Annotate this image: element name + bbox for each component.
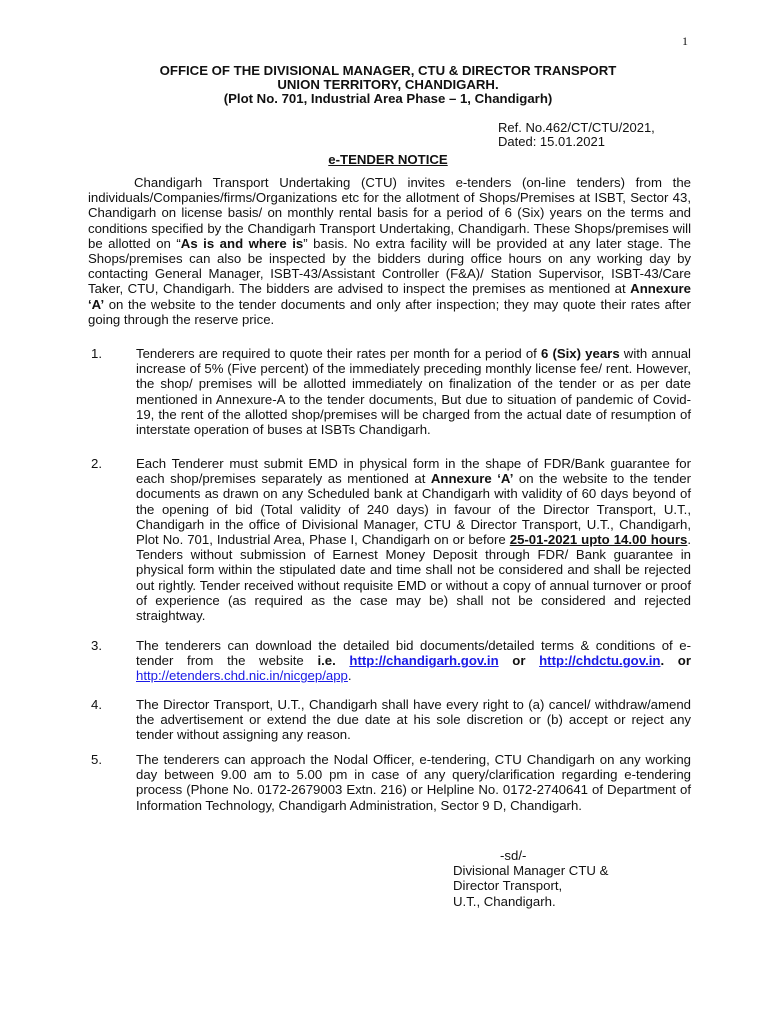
- clause-number: 2.: [91, 456, 102, 471]
- signature-sd: -sd/-: [500, 848, 527, 863]
- clause-text-part: with annual increase of 5% (Five percent) of the immediately preceding monthly license fee/ rent. However, the shop/ premises will be allotted immediately on finalization of the tender or as per date mentioned in Annexure-A to the tender documents, But due to situation of pandemic of Covid-19, the rent of the allotted shop/premises will be charged from the actual date of resumption of interstate operation of buses at ISBTs Chandigarh.: [136, 346, 691, 438]
- intro-text-3: on the website to the tender documents and only after inspection; they may quote their rates after going through the reserve price.: [88, 296, 691, 327]
- header-line-2: UNION TERRITORY, CHANDIGARH.: [277, 77, 499, 92]
- intro-text-1: Chandigarh Transport Undertaking (CTU) invites e-tenders (on-line tenders) from the individuals/Companies/firms/Organizations etc for the allotment of Shops/Premises at ISBT, Sector 43, Chandigarh on license basis/ on monthly rental basis for a period of 6 (Six) years on the terms and conditions specified by the Chandigarh Transport Undertaking, Chandigarh. These Shops/premises will be allotted on “: [88, 175, 691, 251]
- signatory-location: U.T., Chandigarh.: [453, 893, 556, 909]
- signature-block: [453, 848, 608, 909]
- clause-text: [136, 346, 691, 437]
- clause-text-part: Tenderers are required to quote their rates per month for a period of: [136, 346, 541, 361]
- clause-number: 3.: [91, 638, 102, 653]
- clause-text: [136, 697, 691, 743]
- clause-text-part: on the website to the tender documents as drawn on any Scheduled bank at Chandigarh with validity of 60 days beyond of the opening of bid (Total validity of 240 days) in favour of the Director Transport, U.T., Chandigarh in the office of Divisional Manager, CTU & Director Transport, U.T., Chandigarh, Plot No. 701, Industrial Area, Phase I, Chandigarh on or before: [136, 471, 691, 548]
- deadline-bold-part: 25-01-2021 upto 14.00 hours: [509, 532, 688, 548]
- clause-text-part: . Tenders without submission of Earnest Money Deposit through FDR/ Bank guarantee in physical form within the stipulated date and time shall not be considered and shall be rejected out rightly. Tender received without requisite EMD or without a copy of annual turnover or proof of experience (as required as the case may be) shall not be considered and rejected straightway.: [136, 532, 692, 624]
- clause-bold-part: or: [512, 653, 526, 669]
- chdctu-gov-link[interactable]: http://chdctu.gov.in: [539, 653, 661, 669]
- etenders-link[interactable]: http://etenders.chd.nic.in/nicgep/app: [136, 668, 348, 684]
- signatory-title: Director Transport,: [453, 878, 563, 894]
- clause-number: 4.: [91, 697, 102, 712]
- clause-4: [88, 697, 691, 743]
- header-line-1: OFFICE OF THE DIVISIONAL MANAGER, CTU & DIRECTOR TRANSPORT: [159, 63, 617, 78]
- notice-title: e-TENDER NOTICE: [328, 152, 448, 167]
- page-number: 1: [682, 34, 688, 48]
- clause-text: [136, 752, 691, 813]
- intro-bold-2: Annexure ‘A’: [88, 281, 691, 312]
- clause-text-part: The tenderers can approach the Nodal Officer, e-tendering, CTU Chandigarh on any working day between 9.00 am to 5.00 pm in case of any query/clarification regarding e-tendering process (Phone No. 0172-2679003 Extn. 216) or Helpline No. 0172-2740641 of Department of Information Technology, Chandigarh Administration, Sector 9 D, Chandigarh.: [136, 752, 691, 813]
- clause-2: [88, 456, 691, 623]
- clause-text-part: .: [347, 668, 352, 684]
- clause-text-part: The Director Transport, U.T., Chandigarh shall have every right to (a) cancel/ withdraw/amend the advertisement or extend the due date at his sole discretion or (b) accept or reject any tender without assigning any reason.: [136, 697, 691, 743]
- header-line-3: (Plot No. 701, Industrial Area Phase – 1, Chandigarh): [223, 91, 553, 106]
- clause-bold-part: i.e.: [317, 653, 336, 669]
- clause-text-part: Each Tenderer must submit EMD in physical form in the shape of FDR/Bank guarantee for each shop/premises separately as mentioned at: [136, 456, 691, 487]
- clause-bold-part: Annexure ‘A’: [430, 471, 514, 487]
- reference-number: Ref. No.462/CT/CTU/2021,: [498, 120, 655, 135]
- clause-text-part: The tenderers can download the detailed bid documents/detailed terms & conditions of e-tender from the website: [136, 638, 691, 669]
- clause-5: [88, 752, 691, 813]
- clause-3: [88, 638, 691, 684]
- clause-text: [136, 638, 691, 684]
- intro-paragraph: [88, 175, 691, 327]
- intro-text-2: ” basis. No extra facility will be provided at any later stage. The Shops/premises can also be inspected by the bidders during office hours on any working day by contacting General Manager, ISBT-43/Assistant Controller (F&A)/ Station Supervisor, ISBT-43/Care Taker, CTU, Chandigarh. The bidders are advised to inspect the premises as mentioned at: [88, 235, 692, 297]
- clause-number: 1.: [91, 346, 102, 361]
- signatory-designation: Divisional Manager CTU &: [453, 863, 609, 879]
- reference-block: [498, 121, 655, 149]
- reference-date: Dated: 15.01.2021: [498, 134, 605, 149]
- chandigarh-gov-link[interactable]: http://chandigarh.gov.in: [349, 653, 499, 669]
- clause-bold-part: . or: [660, 653, 691, 669]
- clause-bold-part: 6 (Six) years: [540, 346, 620, 361]
- clause-text: [136, 456, 691, 623]
- office-header: [88, 64, 688, 106]
- clause-number: 5.: [91, 752, 102, 767]
- clause-1: [88, 346, 691, 437]
- intro-bold-1: As is and where is: [180, 235, 304, 251]
